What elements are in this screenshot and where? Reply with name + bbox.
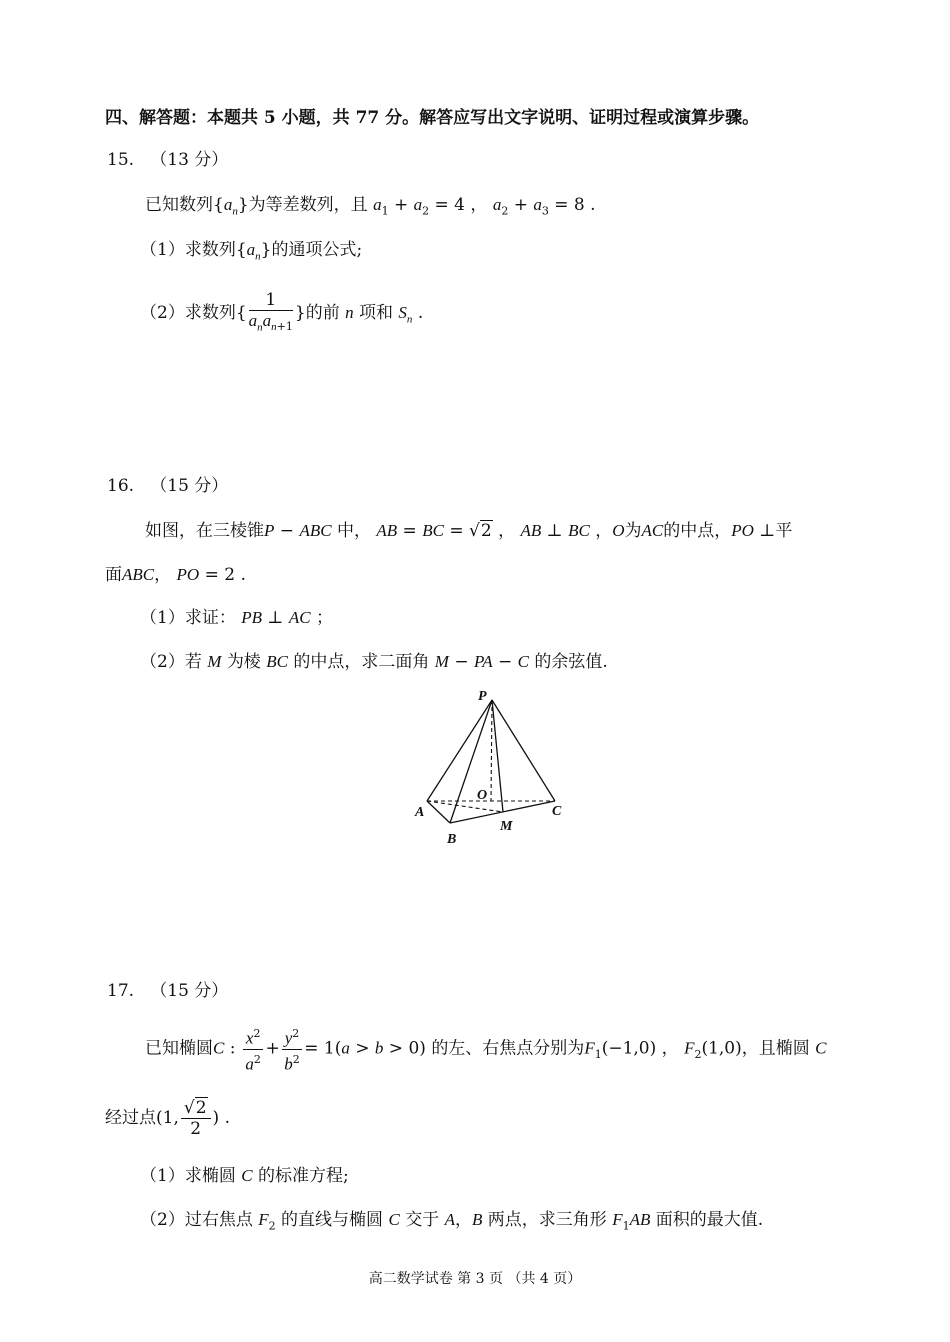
q15-part2-text3: 项和 xyxy=(359,303,394,324)
label-o: O xyxy=(477,788,488,803)
q17-points: （15 分） xyxy=(150,981,229,1001)
q16-part2-text4: 的余弦值. xyxy=(534,652,608,672)
q17-part2-text3: 交于 xyxy=(405,1210,440,1230)
edge-po-hidden xyxy=(491,700,492,801)
q17-line2: 经过点(1, $\frac{√2}{2}$ ) . xyxy=(105,1098,230,1139)
label-p: P xyxy=(478,689,487,704)
q17-part2-text5: 面积的最大值. xyxy=(655,1210,764,1230)
edge-pa xyxy=(427,700,492,801)
q17-stem-text: 已知椭圆 xyxy=(145,1038,213,1059)
q15-stem-text: 已知数列 xyxy=(145,195,213,215)
q17-frac-point: $\frac{√2}{2}$ xyxy=(181,1098,211,1139)
label-b: B xyxy=(447,832,457,847)
q16-text-a: 如图，在三棱锥 xyxy=(145,521,264,541)
q15-stem-text2: 为等差数列，且 xyxy=(248,195,368,215)
q15-part1-text2: 的通项公式; xyxy=(271,240,363,260)
q16-part1: （1）求证： PB ⊥ AC ； xyxy=(140,608,333,628)
q17-header xyxy=(107,979,228,1003)
page-footer: 高二数学试卷 第 3 页 （共 4 页） xyxy=(368,1271,582,1287)
q16-part2-text2: 为棱 xyxy=(226,652,261,672)
q16-text-f: 面 xyxy=(105,565,122,585)
q17-stem: 已知椭圆C : $\frac{x^2}{a^2}$ + $\frac{y^2}{b^2}$ = 1(a > b > 0) 的左、右焦点分别为$F_1(-1,0)$ ， $F_2(1,0)$，且椭圆 C xyxy=(145,1024,827,1077)
edge-pm xyxy=(492,700,503,812)
edge-pc xyxy=(492,700,555,801)
q17-part2-text2: 的直线与椭圆 xyxy=(281,1210,384,1230)
label-c: C xyxy=(552,804,562,819)
q16-text-d: 的中点， xyxy=(663,521,732,541)
q15-part2-n: n xyxy=(345,303,354,323)
q17-number: 17. xyxy=(107,981,135,1001)
q15-header xyxy=(107,148,228,172)
q15-fraction: $\frac{1}{a_na_{n+1}}$ xyxy=(248,290,293,334)
q17-line2-text: 经过点 xyxy=(105,1108,156,1128)
q16-points: （15 分） xyxy=(150,476,229,496)
q15-points: （13 分） xyxy=(150,150,229,170)
q15-part2-text2: 的前 xyxy=(305,303,340,324)
q17-part2-text: （2）过右焦点 xyxy=(140,1210,253,1230)
edge-pb xyxy=(450,700,492,823)
q16-line2: 面ABC， PO = 2 . xyxy=(105,565,246,585)
section-heading: 四、解答题：本题共 5 小题，共 77 分。解答应写出文字说明、证明过程或演算步骤。 xyxy=(105,108,760,128)
q16-text-b: 中， xyxy=(336,521,371,541)
q16-text-c: 为 xyxy=(624,521,642,541)
edge-ab xyxy=(427,801,450,823)
q16-part2: （2）若 M 为棱 BC 的中点，求二面角 M − PA − C 的余弦值. xyxy=(140,652,608,672)
edge-am-hidden xyxy=(427,801,503,812)
q16-part1-text: （1）求证： xyxy=(140,608,236,628)
q16-line1: 如图，在三棱锥P − ABC 中， AB = BC = √2 ， AB ⊥ BC ，O为AC的中点，PO ⊥平 xyxy=(145,521,793,541)
label-a: A xyxy=(415,805,425,820)
q15-part1-text: （1）求数列 xyxy=(140,240,236,260)
q16-part2-text3: 的中点，求二面角 xyxy=(293,652,430,672)
q17-stem-text2: 的左、右焦点分别为 xyxy=(431,1038,585,1059)
q15-stem: 已知数列$\{a_n\}$为等差数列，且 $a_1 + a_2 = 4$ ， $a_2 + a_3 = 8$ . xyxy=(145,195,596,218)
q16-text-e: 平 xyxy=(775,521,793,541)
q17-part1-text2: 的标准方程; xyxy=(257,1166,349,1186)
q15-number: 15. xyxy=(107,150,135,170)
q16-number: 16. xyxy=(107,476,135,496)
q16-part2-text: （2）若 xyxy=(140,652,202,672)
q17-part1: （1）求椭圆 C 的标准方程; xyxy=(140,1166,349,1186)
q17-part1-text: （1）求椭圆 xyxy=(140,1166,236,1186)
q17-frac-x: $\frac{x^2}{a^2}$ xyxy=(243,1024,264,1074)
q17-part2: （2）过右焦点 $F_2$ 的直线与椭圆 C 交于 A，B 两点，求三角形 $F_1AB$ 面积的最大值. xyxy=(140,1210,764,1233)
q15-part2: （2）求数列{ $\frac{1}{a_na_{n+1}}$ }的前 n 项和 $S_n$ . xyxy=(140,290,423,340)
q16-header xyxy=(107,474,228,498)
q15-part2-text: （2）求数列 xyxy=(140,303,236,324)
q17-part2-text4: 两点，求三角形 xyxy=(487,1210,607,1230)
q17-frac-y: $\frac{y^2}{b^2}$ xyxy=(282,1024,303,1074)
q17-stem-text3: ，且椭圆 xyxy=(741,1038,810,1059)
pyramid-figure xyxy=(405,688,585,853)
label-m: M xyxy=(500,819,513,834)
q15-part1: （1）求数列$\{a_n\}$的通项公式; xyxy=(140,240,363,263)
